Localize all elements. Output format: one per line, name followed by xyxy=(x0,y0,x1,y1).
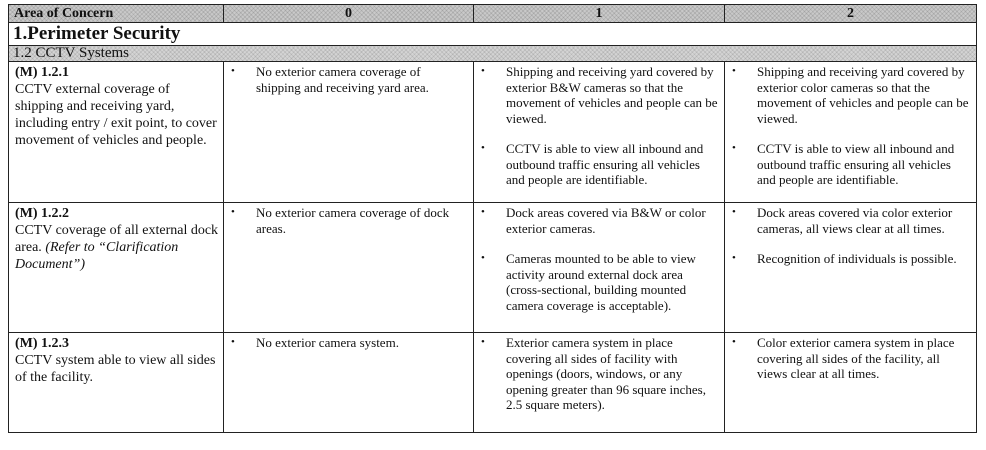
list-item xyxy=(479,251,718,313)
concern-cell xyxy=(9,333,224,433)
list-item xyxy=(730,141,970,188)
criteria-text: Exterior camera system in place covering all sides of facility with openings (doors, windows, or any opening greater than 96 square inches, 2.5 square meters). xyxy=(506,335,706,412)
concern-text: CCTV external coverage of shipping and receiving yard, including entry / exit point, to cover movement of vehicles and people. xyxy=(15,82,217,148)
level-2-cell xyxy=(725,62,977,203)
criteria-text: Dock areas covered via color exterior cameras, all views clear at all times. xyxy=(757,205,953,236)
level-1-cell xyxy=(474,62,725,203)
list-item xyxy=(479,141,718,188)
bullet-icon: • xyxy=(231,206,235,218)
bullet-icon: • xyxy=(732,336,736,348)
requirement-code: (M) 1.2.1 xyxy=(15,65,70,80)
criteria-text: Shipping and receiving yard covered by exterior B&W cameras so that the movement of vehicles and people can be viewed. xyxy=(506,64,718,126)
requirement-code: (M) 1.2.2 xyxy=(15,206,70,221)
list-item xyxy=(229,64,467,95)
concern-cell xyxy=(9,203,224,333)
bullet-icon: • xyxy=(732,252,736,264)
list-item xyxy=(479,64,718,126)
bullet-icon: • xyxy=(732,206,736,218)
list-item xyxy=(229,205,467,236)
table-row xyxy=(9,62,977,203)
criteria-text: CCTV is able to view all inbound and outbound traffic ensuring all vehicles and people are identifiable. xyxy=(506,141,704,187)
criteria-text: Cameras mounted to be able to view activity around external dock area (cross-sectional, building mounted camera coverage is acceptable). xyxy=(506,251,696,313)
bullet-icon: • xyxy=(481,142,485,154)
criteria-text: Shipping and receiving yard covered by exterior color cameras so that the movement of vehicles and people can be viewed. xyxy=(757,64,969,126)
table-row xyxy=(9,203,977,333)
section-row xyxy=(9,23,977,46)
table-header-row xyxy=(9,5,977,23)
concern-text: CCTV system able to view all sides of the facility. xyxy=(15,353,216,385)
bullet-icon: • xyxy=(481,206,485,218)
list-item xyxy=(479,335,718,413)
list-item xyxy=(730,335,970,382)
subsection-title: 1.2 CCTV Systems xyxy=(9,46,977,62)
list-item xyxy=(730,205,970,236)
header-level-2: 2 xyxy=(725,5,977,23)
header-area-of-concern: Area of Concern xyxy=(9,5,224,23)
concern-cell xyxy=(9,62,224,203)
level-1-cell xyxy=(474,203,725,333)
audit-criteria-sheet xyxy=(8,4,976,433)
bullet-icon: • xyxy=(231,65,235,77)
bullet-icon: • xyxy=(732,65,736,77)
list-item xyxy=(730,64,970,126)
requirement-code: (M) 1.2.3 xyxy=(15,336,70,351)
criteria-text: Recognition of individuals is possible. xyxy=(757,251,957,266)
bullet-icon: • xyxy=(481,65,485,77)
subsection-row xyxy=(9,46,977,62)
bullet-icon: • xyxy=(231,336,235,348)
level-0-cell xyxy=(224,203,474,333)
criteria-text: No exterior camera coverage of dock areas. xyxy=(256,205,450,236)
header-level-1: 1 xyxy=(474,5,725,23)
list-item xyxy=(479,205,718,236)
clarification-reference: (Refer to “Clarification Document”) xyxy=(15,240,179,272)
criteria-text: CCTV is able to view all inbound and outbound traffic ensuring all vehicles and people are identifiable. xyxy=(757,141,955,187)
level-0-cell xyxy=(224,62,474,203)
concern-text: CCTV coverage of all external dock area. xyxy=(15,223,219,255)
level-1-cell xyxy=(474,333,725,433)
criteria-text: Dock areas covered via B&W or color exterior cameras. xyxy=(506,205,706,236)
header-level-0: 0 xyxy=(224,5,474,23)
criteria-text: No exterior camera coverage of shipping and receiving yard area. xyxy=(256,64,429,95)
criteria-table xyxy=(8,4,977,433)
criteria-text: Color exterior camera system in place covering all sides of the facility, all views clear at all times. xyxy=(757,335,955,381)
table-row xyxy=(9,333,977,433)
level-0-cell xyxy=(224,333,474,433)
bullet-icon: • xyxy=(481,336,485,348)
criteria-text: No exterior camera system. xyxy=(256,335,399,350)
bullet-icon: • xyxy=(481,252,485,264)
level-2-cell xyxy=(725,203,977,333)
section-title: 1.Perimeter Security xyxy=(9,23,977,46)
bullet-icon: • xyxy=(732,142,736,154)
level-2-cell xyxy=(725,333,977,433)
list-item xyxy=(229,335,467,351)
list-item xyxy=(730,251,970,267)
